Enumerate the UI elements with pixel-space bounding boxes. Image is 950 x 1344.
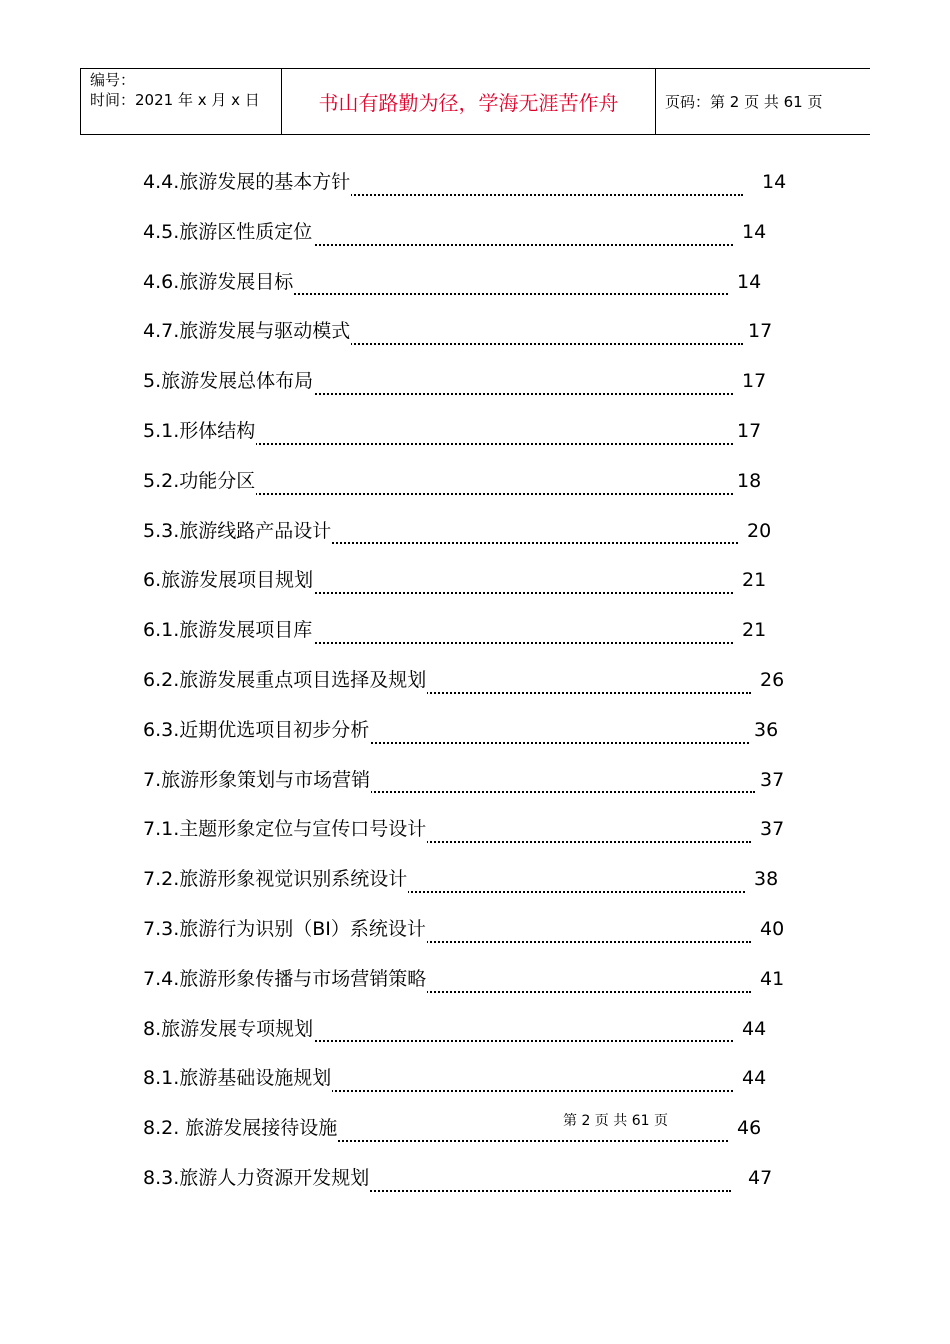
toc-entry-title: 4.6.旅游发展目标: [143, 268, 294, 296]
header-motto-cell: [282, 69, 656, 134]
toc-entry-title: 8.1.旅游基础设施规划: [143, 1064, 332, 1092]
toc-entry-title: 4.5.旅游区性质定位: [143, 218, 313, 246]
toc-entry-page: 37: [758, 815, 784, 843]
header-page-info: 页码：第 2 页 共 61 页: [665, 93, 823, 111]
toc-entry-page: 17: [735, 417, 761, 445]
toc-entry[interactable]: [143, 1164, 803, 1214]
toc-entry-page: 38: [752, 865, 778, 893]
toc-entry[interactable]: [143, 218, 803, 268]
toc-entry-page: 17: [746, 317, 772, 345]
toc-entry-title: 4.7.旅游发展与驱动模式: [143, 317, 351, 345]
toc-entry-title: 7.1.主题形象定位与宣传口号设计: [143, 815, 427, 843]
toc-entry-title: 5.3.旅游线路产品设计: [143, 517, 332, 545]
toc-entry-page: 44: [740, 1015, 766, 1043]
toc-entry[interactable]: [143, 467, 803, 517]
toc-entry[interactable]: [143, 317, 803, 367]
toc-entry-title: 5.2.功能分区: [143, 467, 256, 495]
toc-entry-page: 36: [752, 716, 778, 744]
toc-entry-title: 7.2.旅游形象视觉识别系统设计: [143, 865, 408, 893]
toc-entry-page: 14: [735, 268, 761, 296]
toc-entry[interactable]: [143, 367, 803, 417]
toc-entry-page: 14: [760, 168, 786, 196]
toc-entry[interactable]: [143, 815, 803, 865]
toc-entry-title: 8.2. 旅游发展接待设施: [143, 1114, 338, 1142]
toc-entry[interactable]: [143, 616, 803, 666]
toc-entry[interactable]: [143, 716, 803, 766]
toc-entry[interactable]: [143, 865, 803, 915]
toc-entry-page: 14: [740, 218, 766, 246]
toc-entry-page: 47: [746, 1164, 772, 1192]
toc-entry-title: 5.旅游发展总体布局: [143, 367, 314, 395]
header-motto: 书山有路勤为径，学海无涯苦作舟: [318, 91, 619, 115]
toc-entry[interactable]: [143, 1015, 803, 1065]
toc-entry-page: 44: [740, 1064, 766, 1092]
toc-entry[interactable]: [143, 1064, 803, 1114]
toc-entry[interactable]: [143, 915, 803, 965]
header-page-cell: [656, 69, 870, 134]
toc-entry-title: 6.3.近期优选项目初步分析: [143, 716, 370, 744]
toc-entry-page: 40: [758, 915, 784, 943]
toc-entry-title: 8.3.旅游人力资源开发规划: [143, 1164, 370, 1192]
toc-entry[interactable]: [143, 965, 803, 1015]
toc-entry[interactable]: [143, 517, 803, 567]
footer-page-number: 第 2 页 共 61 页: [563, 1113, 668, 1129]
toc-entry[interactable]: [143, 766, 803, 816]
toc-entry-title: 7.旅游形象策划与市场营销: [143, 766, 371, 794]
toc-entry-page: 46: [735, 1114, 761, 1142]
toc-entry-page: 26: [758, 666, 784, 694]
toc-entry-title: 7.4.旅游形象传播与市场营销策略: [143, 965, 427, 993]
toc-entry[interactable]: [143, 268, 803, 318]
toc-entry-title: 6.1.旅游发展项目库: [143, 616, 313, 644]
toc-entry-title: 8.旅游发展专项规划: [143, 1015, 314, 1043]
toc-entry-title: 7.3.旅游行为识别（BI）系统设计: [143, 915, 427, 943]
toc-entry-title: 4.4.旅游发展的基本方针: [143, 168, 351, 196]
document-number-label: 编号：: [90, 71, 136, 89]
toc-entry-title: 6.旅游发展项目规划: [143, 566, 314, 594]
toc-entry-page: 17: [740, 367, 766, 395]
toc-entry[interactable]: [143, 566, 803, 616]
toc-entry-page: 21: [740, 566, 766, 594]
toc-entry-page: 21: [740, 616, 766, 644]
header-meta-cell: [80, 69, 282, 134]
toc-entry-title: 6.2.旅游发展重点项目选择及规划: [143, 666, 427, 694]
toc-entry-page: 41: [758, 965, 784, 993]
toc-entry[interactable]: [143, 666, 803, 716]
toc-entry-page: 37: [758, 766, 784, 794]
toc-entry[interactable]: [143, 168, 803, 218]
page-header: [80, 68, 870, 135]
toc-entry-title: 5.1.形体结构: [143, 417, 256, 445]
table-of-contents: [143, 168, 803, 1214]
document-date-label: 时间：2021 年 x 月 x 日: [90, 91, 260, 109]
toc-entry[interactable]: [143, 417, 803, 467]
toc-entry[interactable]: [143, 1114, 803, 1164]
toc-entry-page: 18: [735, 467, 761, 495]
toc-entry-page: 20: [745, 517, 771, 545]
